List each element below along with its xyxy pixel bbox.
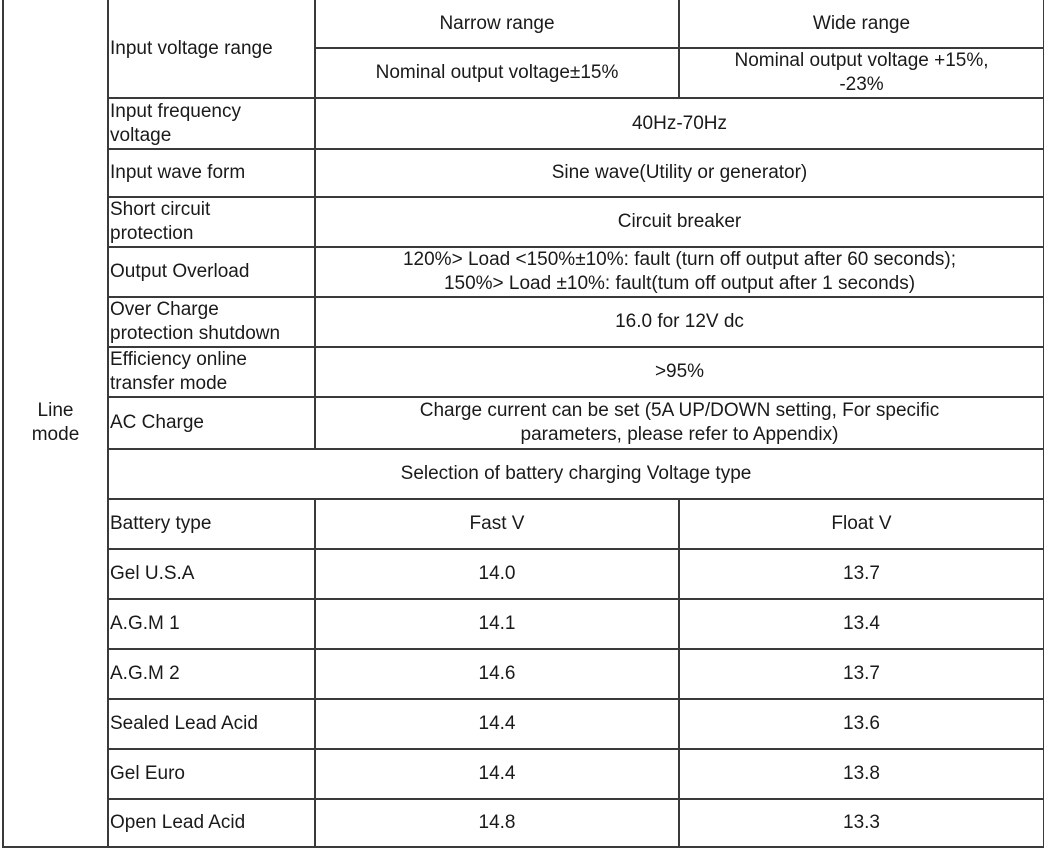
input-wave-form-label: Input wave form <box>108 149 315 197</box>
input-frequency-value: 40Hz-70Hz <box>315 98 1044 149</box>
battery-type-cell: Sealed Lead Acid <box>108 699 315 749</box>
input-frequency-label <box>108 98 315 149</box>
output-overload-value-line2: 150%> Load ±10%: fault(tum off output after 1 seconds) <box>443 273 916 294</box>
fast-v-cell: 14.6 <box>315 649 679 699</box>
ac-charge-value <box>315 397 1044 449</box>
output-overload-value-line1: 120%> Load <150%±10%: fault (turn off output after 60 seconds); <box>402 249 956 270</box>
float-v-cell: 13.3 <box>679 799 1044 847</box>
float-v-header: Float V <box>679 499 1044 549</box>
fast-v-header: Fast V <box>315 499 679 549</box>
efficiency-label-line2: transfer mode <box>110 373 228 394</box>
ac-charge-value-line1: Charge current can be set (5A UP/DOWN setting, For specific <box>419 400 940 421</box>
input-voltage-range-label-text: Input voltage range <box>110 37 273 59</box>
table-row-ac-charge <box>3 397 1044 449</box>
table-row-input-voltage-header <box>3 0 1044 48</box>
short-circuit-label-line2: protection <box>110 223 194 244</box>
float-v-cell: 13.4 <box>679 599 1044 649</box>
fast-v-cell: 14.4 <box>315 699 679 749</box>
mode-label-line1: Line <box>37 400 74 421</box>
input-frequency-label-line1: Input frequency <box>110 100 241 122</box>
line-mode-spec-table <box>2 0 1044 848</box>
battery-type-cell: A.G.M 1 <box>108 599 315 649</box>
input-frequency-label-line2: voltage <box>110 124 172 146</box>
float-v-cell: 13.7 <box>679 549 1044 599</box>
battery-type-cell: Gel U.S.A <box>108 549 315 599</box>
narrow-range-value: Nominal output voltage±15% <box>315 48 679 98</box>
battery-section-title: Selection of battery charging Voltage type <box>108 449 1044 499</box>
battery-type-cell: Open Lead Acid <box>108 799 315 847</box>
ac-charge-value-line2: parameters, please refer to Appendix) <box>520 424 839 445</box>
over-charge-label-line1: Over Charge <box>110 299 219 320</box>
efficiency-label <box>108 347 315 397</box>
ac-charge-label: AC Charge <box>108 397 315 449</box>
float-v-cell: 13.8 <box>679 749 1044 799</box>
wide-range-value <box>679 48 1044 98</box>
short-circuit-label-line1: Short circuit <box>110 199 211 220</box>
float-v-cell: 13.6 <box>679 699 1044 749</box>
output-overload-value <box>315 247 1044 297</box>
table-row-input-wave-form <box>3 149 1044 197</box>
fast-v-cell: 14.8 <box>315 799 679 847</box>
over-charge-label <box>108 297 315 347</box>
table-row-battery <box>3 649 1044 699</box>
wide-range-value-line1: Nominal output voltage +15%, <box>734 50 989 71</box>
fast-v-cell: 14.4 <box>315 749 679 799</box>
table-row-battery-section-title <box>3 449 1044 499</box>
battery-type-header: Battery type <box>108 499 315 549</box>
short-circuit-value: Circuit breaker <box>315 197 1044 247</box>
battery-type-cell: A.G.M 2 <box>108 649 315 699</box>
table-row-output-overload <box>3 247 1044 297</box>
input-voltage-range-label <box>108 0 315 98</box>
table-row-battery <box>3 699 1044 749</box>
over-charge-value: 16.0 for 12V dc <box>315 297 1044 347</box>
over-charge-label-line2: protection shutdown <box>110 323 281 344</box>
wide-range-header: Wide range <box>679 0 1044 48</box>
input-wave-form-value: Sine wave(Utility or generator) <box>315 149 1044 197</box>
table-row-efficiency <box>3 347 1044 397</box>
mode-cell <box>3 0 108 847</box>
short-circuit-label <box>108 197 315 247</box>
table-row-battery-headers <box>3 499 1044 549</box>
wide-range-value-line2: -23% <box>839 74 884 95</box>
battery-type-cell: Gel Euro <box>108 749 315 799</box>
table-row-battery <box>3 749 1044 799</box>
table-row-input-frequency <box>3 98 1044 149</box>
output-overload-label: Output Overload <box>108 247 315 297</box>
fast-v-cell: 14.0 <box>315 549 679 599</box>
table-row-short-circuit <box>3 197 1044 247</box>
fast-v-cell: 14.1 <box>315 599 679 649</box>
table-row-over-charge <box>3 297 1044 347</box>
efficiency-value: >95% <box>315 347 1044 397</box>
mode-label-line2: mode <box>31 424 80 445</box>
narrow-range-header: Narrow range <box>315 0 679 48</box>
table-row-battery <box>3 549 1044 599</box>
efficiency-label-line1: Efficiency online <box>110 349 247 370</box>
table-row-battery <box>3 799 1044 847</box>
float-v-cell: 13.7 <box>679 649 1044 699</box>
table-row-battery <box>3 599 1044 649</box>
